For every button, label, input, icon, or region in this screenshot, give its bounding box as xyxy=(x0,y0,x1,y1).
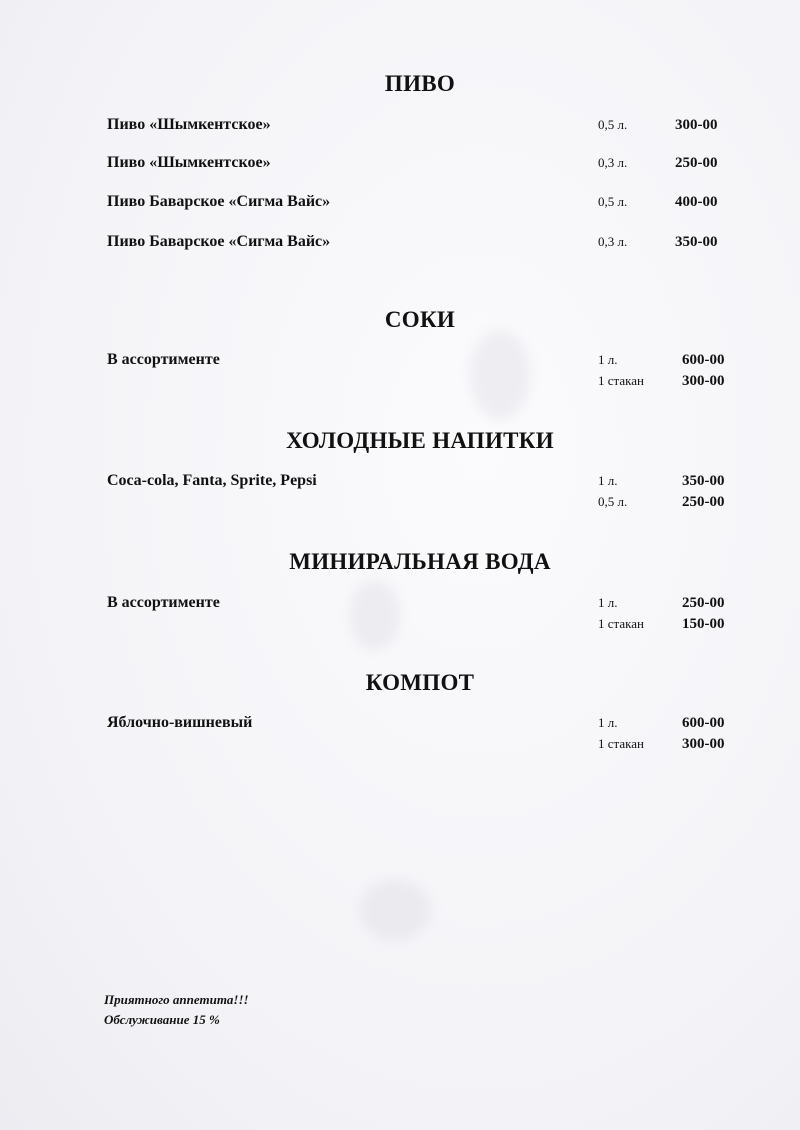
item-name: Coca-cola, Fanta, Sprite, Pepsi xyxy=(107,472,317,489)
item-volume: 1 стакан xyxy=(598,373,644,388)
paper-smudge xyxy=(360,880,430,940)
item-volume: 1 л. xyxy=(598,595,618,610)
item-volume: 0,5 л. xyxy=(598,494,628,509)
menu-row xyxy=(0,615,800,637)
item-price: 250-00 xyxy=(682,494,725,510)
item-name: В ассортименте xyxy=(107,594,220,611)
menu-row xyxy=(0,154,800,176)
item-price: 250-00 xyxy=(682,595,725,611)
item-price: 300-00 xyxy=(675,117,718,133)
section-title-juices: СОКИ xyxy=(384,307,456,332)
item-name: В ассортименте xyxy=(107,351,220,368)
item-name: Пиво Баварское «Сигма Вайс» xyxy=(107,233,331,250)
item-volume: 0,5 л. xyxy=(598,194,628,209)
menu-row xyxy=(0,472,800,494)
item-volume: 0,5 л. xyxy=(598,117,628,132)
item-volume: 0,3 л. xyxy=(598,234,628,249)
item-volume: 1 л. xyxy=(598,715,618,730)
menu-row xyxy=(0,493,800,515)
item-volume: 1 л. xyxy=(598,352,618,367)
item-price: 300-00 xyxy=(682,373,725,389)
section-title-beer: ПИВО xyxy=(384,71,456,96)
item-price: 150-00 xyxy=(682,616,725,632)
item-price: 600-00 xyxy=(682,352,725,368)
item-price: 400-00 xyxy=(675,194,718,210)
menu-row xyxy=(0,372,800,394)
menu-row xyxy=(0,233,800,255)
item-price: 250-00 xyxy=(675,155,718,171)
item-volume: 0,3 л. xyxy=(598,155,628,170)
menu-row xyxy=(0,351,800,373)
footer-service-charge: Обслуживание 15 % xyxy=(104,1012,220,1027)
item-price: 300-00 xyxy=(682,736,725,752)
item-volume: 1 стакан xyxy=(598,616,644,631)
item-name: Пиво «Шымкентское» xyxy=(107,154,271,171)
item-name: Пиво Баварское «Сигма Вайс» xyxy=(107,193,331,210)
item-name: Пиво «Шымкентское» xyxy=(107,116,271,133)
section-title-cold-drinks: ХОЛОДНЫЕ НАПИТКИ xyxy=(286,428,554,453)
menu-row xyxy=(0,714,800,736)
footer-greeting: Приятного аппетита!!! xyxy=(104,992,249,1007)
section-title-compote: КОМПОТ xyxy=(365,670,475,695)
item-volume: 1 л. xyxy=(598,473,618,488)
footer-note xyxy=(104,990,249,1030)
item-volume: 1 стакан xyxy=(598,736,644,751)
item-price: 600-00 xyxy=(682,715,725,731)
item-name: Яблочно-вишневый xyxy=(107,714,253,731)
section-title-mineral-water: МИНИРАЛЬНАЯ ВОДА xyxy=(289,549,551,574)
menu-row xyxy=(0,735,800,757)
item-price: 350-00 xyxy=(682,473,725,489)
menu-row xyxy=(0,594,800,616)
item-price: 350-00 xyxy=(675,234,718,250)
menu-row xyxy=(0,116,800,138)
menu-row xyxy=(0,193,800,215)
